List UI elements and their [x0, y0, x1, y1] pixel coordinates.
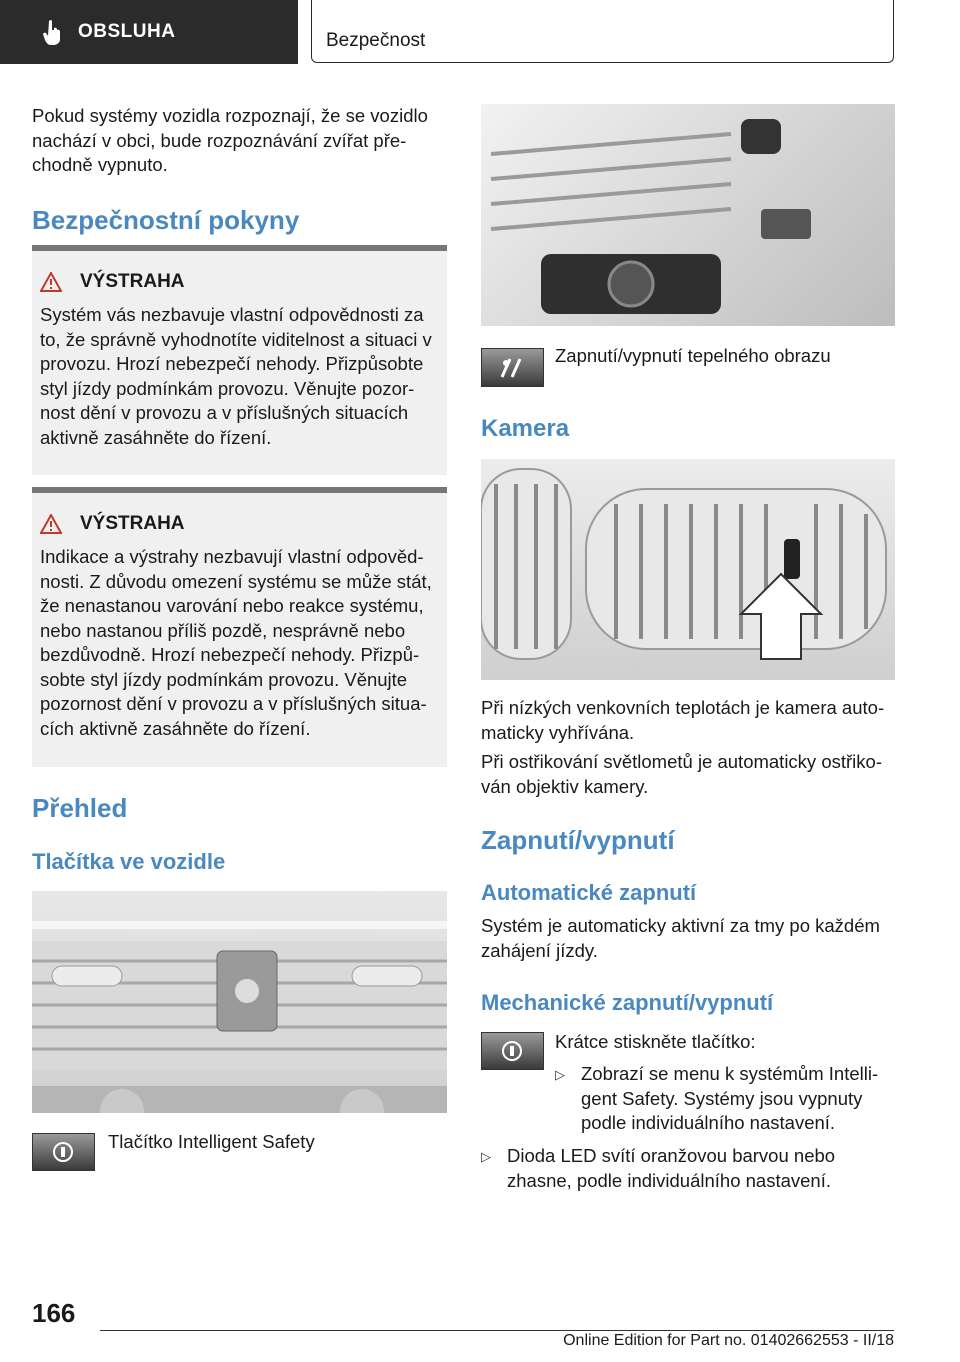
- auto-heading: Automatické zapnutí: [481, 880, 697, 905]
- thermal-caption: Zapnutí/vypnutí tepelného obrazu: [555, 345, 831, 366]
- warning-title: VÝSTRAHA: [80, 513, 185, 534]
- warning-box-1: [32, 245, 447, 475]
- footer-edition: Online Edition for Part no. 01402662553 - II/18: [563, 1332, 894, 1349]
- onoff-heading: Zapnutí/vypnutí: [481, 825, 675, 855]
- auto-paragraph: Systém je automaticky aktivní za tmy po každém zahájení jízdy.: [481, 915, 880, 961]
- list-item: [481, 1144, 895, 1193]
- buttons-heading: Tlačítka ve vozidle: [32, 849, 226, 874]
- press-text: Krátce stiskněte tlačítko:: [555, 1031, 756, 1052]
- hand-icon: [42, 19, 64, 45]
- footer-rule: [100, 1330, 894, 1331]
- night-vision-button-icon: [481, 348, 544, 387]
- safety-heading: Bezpečnostní pokyny: [32, 205, 300, 235]
- bullet-text: Dioda LED svítí oranžovou barvou nebo zhasne, podle individuálního nastavení.: [507, 1145, 836, 1191]
- topic-title: Bezpečnost: [326, 30, 426, 51]
- section-title: OBSLUHA: [78, 21, 176, 42]
- camera-paragraph-2: Při ostřikování světlometů je automaticky ostřikován objektiv kamery.: [481, 751, 882, 797]
- header-section-tab: [0, 0, 298, 64]
- warning-icon: [40, 514, 62, 534]
- button-caption: Tlačítko Intelligent Safety: [108, 1131, 315, 1152]
- warning-icon: [40, 272, 62, 292]
- bullet-text: Zobrazí se menu k systémům Intelligent Safety. Systémy jsou vypnuty podle individuálního nastavení.: [581, 1063, 879, 1133]
- manual-heading: Mechanické zapnutí/vypnutí: [481, 990, 774, 1015]
- light-switch-photo: [481, 104, 895, 326]
- page-number: 166: [32, 1298, 76, 1328]
- overview-heading: Přehled: [32, 793, 128, 823]
- intelligent-safety-button-icon: [481, 1032, 544, 1070]
- bullet-triangle-icon: ▷: [555, 1067, 565, 1082]
- warning-text: Systém vás nezbavuje vlastní odpovědnosti za to, že správně vyhodnotíte viditelnost a situaci v provozu. Hrozí nebezpečí nehody. Přizpůsobte styl jízdy podmínkám provozu. Věnujte pozornost dění v provozu a v příslušných situacích aktivně zasáhněte do řízení.: [40, 304, 432, 448]
- camera-grille-photo: [481, 459, 895, 680]
- list-item: [555, 1062, 895, 1136]
- intro-paragraph: Pokud systémy vozidla rozpoznají, že se vozidlo nachází v obci, bude rozpoznávání zvířat přechodně vypnuto.: [32, 105, 428, 175]
- dashboard-button-photo: [32, 891, 447, 1113]
- intelligent-safety-button-icon: [32, 1133, 95, 1171]
- header-topic-box: [311, 0, 894, 63]
- intro-block: [32, 104, 447, 178]
- camera-heading: Kamera: [481, 415, 570, 442]
- warning-title: VÝSTRAHA: [80, 271, 185, 292]
- warning-text: Indikace a výstrahy nezbavují vlastní odpovědnosti. Z důvodu omezení systému se může stát, že nenastanou varování nebo reakce systému, nebo nastanou příliš pozdě, nesprávně nebo bezdůvodně. Hrozí nebezpečí nehody. Přizpůsobte styl jízdy podmínkám provozu. Věnujte pozornost dění v provozu a v příslušných situacích aktivně zasáhněte do řízení.: [40, 546, 432, 739]
- camera-paragraph-1: Při nízkých venkovních teplotách je kamera automaticky vyhřívána.: [481, 697, 885, 743]
- warning-box-2: [32, 487, 447, 767]
- bullet-triangle-icon: ▷: [481, 1149, 491, 1164]
